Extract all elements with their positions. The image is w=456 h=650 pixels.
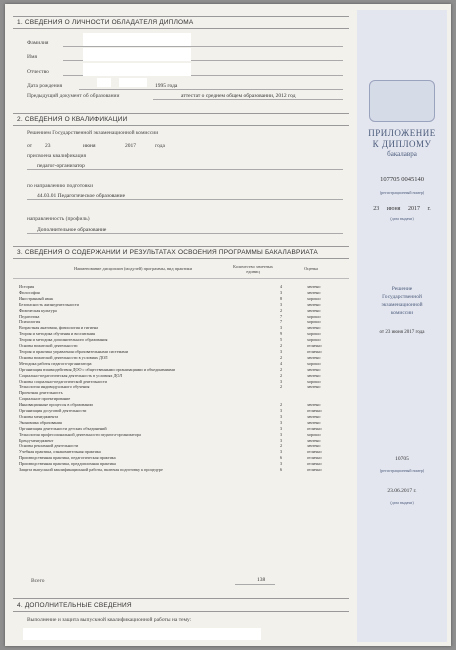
subject-name: Бренд-менеджмент <box>19 437 54 443</box>
subject-units: 3 <box>279 413 283 419</box>
subject-grade: отлично <box>307 449 322 455</box>
total-value: 138 <box>257 577 266 583</box>
commission-line-1: Решение <box>391 286 413 292</box>
commission-line-2: Государственной <box>382 294 422 300</box>
divider <box>13 113 349 114</box>
subject-grade: хорошо <box>307 337 321 343</box>
subject-units: 2 <box>279 384 283 390</box>
commission-date: от 23 июня 2017 года <box>379 330 425 335</box>
subject-name: Основы социально-педагогической деятельности <box>19 378 107 384</box>
subject-units: 7 <box>279 313 283 319</box>
subject-name: Организация досуговой деятельности <box>19 408 87 414</box>
divider <box>13 16 349 17</box>
subject-grade: отлично <box>307 455 322 461</box>
supplement-title-2: К ДИПЛОМУ <box>372 139 432 149</box>
seal-emblem <box>369 80 435 122</box>
col-name-header: Наименование дисциплин (модулей) программы, вид практики <box>73 266 193 271</box>
subject-grade: хорошо <box>307 331 321 337</box>
table-row <box>17 467 345 473</box>
subject-name: Социальное проектирование <box>19 396 71 402</box>
subject-name: Учебная практика, ознакомительная практика <box>19 449 101 455</box>
subject-grade: хорошо <box>307 431 321 437</box>
prev-doc-value: аттестат о среднем общем образовании, 2012 год <box>181 93 296 99</box>
issue-caption: (дата выдачи) <box>390 500 414 505</box>
col-grade-header: Оценка <box>304 266 318 271</box>
subject-units: 3 <box>279 461 283 467</box>
issue-year: 2017 <box>407 206 420 212</box>
subject-grade: хорошо <box>307 313 321 319</box>
subject-name: Иностранный язык <box>19 295 54 301</box>
underline <box>63 46 343 47</box>
underline <box>235 584 275 585</box>
subject-grade: отлично <box>307 348 322 354</box>
prev-doc-label: Предыдущий документ об образовании <box>27 93 120 99</box>
reg-caption: (регистрационный номер) <box>379 468 425 473</box>
divider <box>13 278 349 279</box>
supplement-title-1: ПРИЛОЖЕНИЕ <box>368 128 436 138</box>
subject-units: 6 <box>279 455 283 461</box>
subject-grade: зачтено <box>307 443 321 449</box>
subject-grade: зачтено <box>307 402 321 408</box>
patronymic-label: Отчество <box>27 69 49 75</box>
form-number: 107705 0045140 <box>380 176 424 183</box>
subject-grade: зачтено <box>307 354 321 360</box>
col-units-header: Количество зачетных единиц <box>233 264 273 274</box>
date-prefix: от <box>27 143 33 149</box>
date-caption: (дата выдачи) <box>390 216 414 221</box>
subject-grade: хорошо <box>307 295 321 301</box>
subject-grade: хорошо <box>307 378 321 384</box>
birth-year: 1995 года <box>155 83 178 89</box>
subject-grade: зачтено <box>307 284 321 289</box>
subject-units: 3 <box>279 348 283 354</box>
section1-title: 1. СВЕДЕНИЯ О ЛИЧНОСТИ ОБЛАДАТЕЛЯ ДИПЛОМА <box>17 19 194 26</box>
subject-grade: отлично <box>307 425 322 431</box>
issue-date: 23.06.2017 г. <box>387 488 417 494</box>
underline <box>79 89 343 90</box>
subject-grade: отлично <box>307 467 322 473</box>
subject-name: Проектная деятельность <box>19 390 63 396</box>
underline <box>153 99 343 100</box>
subject-name: Основы менеджмента <box>19 413 59 419</box>
subject-grade: хорошо <box>307 319 321 325</box>
subject-name: История <box>19 284 35 289</box>
subject-grade: отлично <box>307 461 322 467</box>
subject-grade: зачтено <box>307 307 321 313</box>
commission-line-3: экзаменационной <box>381 302 423 308</box>
right-panel <box>357 10 447 642</box>
issue-day: 23 <box>373 206 380 212</box>
subject-name: Философия <box>19 289 40 295</box>
subject-units: 2 <box>279 343 283 349</box>
subject-units: 8 <box>279 295 283 301</box>
subject-name: Технология профессиональной деятельности педагога-организатора <box>19 431 141 437</box>
year-suffix: года <box>155 143 165 149</box>
subject-name: Производственная практика, педагогическая практика <box>19 455 116 461</box>
redacted-surname <box>83 33 191 46</box>
subject-name: Производственная практика, преддипломная практика <box>19 461 116 467</box>
subject-units: 6 <box>279 467 283 473</box>
redacted-birth-month <box>119 78 147 87</box>
subject-units: 5 <box>279 337 283 343</box>
supplement-title-3: бакалавра <box>387 150 417 158</box>
subject-units: 3 <box>279 289 283 295</box>
subject-units: 7 <box>279 319 283 325</box>
subject-grade: отлично <box>307 343 322 349</box>
subject-units: 4 <box>279 284 283 289</box>
diploma-supplement-page <box>5 4 451 646</box>
subject-grade: зачтено <box>307 437 321 443</box>
subject-units: 2 <box>279 366 283 372</box>
subject-units: 3 <box>279 431 283 437</box>
decision-text: Решением Государственной экзаменационной комиссии <box>27 130 159 136</box>
subject-name: Теория и методика обучения и воспитания <box>19 331 95 337</box>
issue-date-words <box>357 206 447 212</box>
redacted-thesis-topic <box>23 628 261 640</box>
reg-number: 10705 <box>395 456 409 462</box>
subject-units: 3 <box>279 378 283 384</box>
section4-title: 4. ДОПОЛНИТЕЛЬНЫЕ СВЕДЕНИЯ <box>17 602 132 609</box>
subject-name: Защита выпускной квалификационной работы, включая подготовку к процедуре <box>19 467 163 473</box>
issue-month: июня <box>386 206 401 212</box>
divider <box>13 258 349 259</box>
subject-grade: отлично <box>307 408 322 414</box>
subject-units: 3 <box>279 449 283 455</box>
subject-name: Физическая культура <box>19 307 57 313</box>
subject-grade: зачтено <box>307 325 321 331</box>
subject-name: Возрастная анатомия, физиология и гигиена <box>19 325 98 331</box>
subject-units: 2 <box>279 354 283 360</box>
subject-units: 3 <box>279 437 283 443</box>
subject-grade: зачтено <box>307 366 321 372</box>
subject-name: Педагогика <box>19 313 40 319</box>
subject-name: Основы вожатской деятельности в условиях ДОЛ <box>19 354 108 360</box>
section2-title: 2. СВЕДЕНИЯ О КВАЛИФИКАЦИИ <box>17 116 128 123</box>
subject-name: Психология <box>19 319 41 325</box>
subject-units: 2 <box>279 372 283 378</box>
subject-name: Теория и практика управления образовательными системами <box>19 348 128 354</box>
subject-name: Безопасность жизнедеятельности <box>19 301 79 307</box>
issue-year-suffix: г. <box>427 206 431 212</box>
number-caption: (регистрационный номер) <box>379 190 425 195</box>
subject-name: Теория и методика дополнительного образования <box>19 337 108 343</box>
subject-grade: зачтено <box>307 384 321 390</box>
underline <box>27 199 343 200</box>
name-label: Имя <box>27 54 37 60</box>
section3-title: 3. СВЕДЕНИЯ О СОДЕРЖАНИИ И РЕЗУЛЬТАТАХ ОСВОЕНИЯ ПРОГРАММЫ БАКАЛАВРИАТА <box>17 249 318 256</box>
subject-name: Организация деятельности детских объединений <box>19 425 107 431</box>
divider <box>13 611 349 612</box>
subject-name: Инновационные процессы в образовании <box>19 402 93 408</box>
decision-day: 23 <box>45 143 51 149</box>
subject-units: 9 <box>279 331 283 337</box>
subject-grade: зачтено <box>307 372 321 378</box>
underline <box>27 233 343 234</box>
subjects-table <box>17 284 345 473</box>
decision-year: 2017 <box>125 143 136 149</box>
subject-name: Организация взаимодействия ДОО с общественными организациями и объединениями <box>19 366 175 372</box>
direction-label: по направлению подготовки <box>27 183 94 189</box>
subject-name: Экономика образования <box>19 419 62 425</box>
underline <box>27 169 343 170</box>
divider <box>13 598 349 599</box>
profile-value: Дополнительное образование <box>37 227 107 233</box>
subject-name: Методика работы педагога-организатора <box>19 360 92 366</box>
subject-units: 3 <box>279 408 283 414</box>
direction-value: 44.03.01 Педагогическое образование <box>37 193 126 199</box>
qual-value: педагог-организатор <box>37 163 85 169</box>
subject-grade: зачтено <box>307 413 321 419</box>
commission-line-4: комиссии <box>390 310 414 316</box>
subject-units: 4 <box>279 360 283 366</box>
subject-units: 3 <box>279 325 283 331</box>
subject-grade: зачтено <box>307 419 321 425</box>
divider <box>13 125 349 126</box>
thesis-label: Выполнение и защита выпускной квалификационной работы на тему: <box>27 617 192 623</box>
subject-name: Социально-педагогическая деятельность в условиях ДОЛ <box>19 372 123 378</box>
surname-label: Фамилия <box>27 40 49 46</box>
total-label: Всего <box>31 578 45 584</box>
subject-units: 2 <box>279 307 283 313</box>
subject-units: 3 <box>279 425 283 431</box>
subject-units: 2 <box>279 443 283 449</box>
divider <box>13 246 349 247</box>
qual-label: присвоена квалификация <box>27 153 86 159</box>
subject-name: Технология индивидуального обучения <box>19 384 90 390</box>
subject-units: 2 <box>279 402 283 408</box>
redacted-name <box>83 48 191 61</box>
subject-name: Основы рекламной деятельности <box>19 443 79 449</box>
subject-grade: зачтено <box>307 289 321 295</box>
subject-name: Основы вожатской деятельности <box>19 343 78 349</box>
profile-label: направленность (профиль) <box>27 216 90 222</box>
subject-units: 3 <box>279 419 283 425</box>
subject-grade: хорошо <box>307 360 321 366</box>
redacted-birth-day <box>97 78 111 87</box>
decision-month: июня <box>83 143 96 149</box>
redacted-patronymic <box>83 63 191 76</box>
subject-grade: зачтено <box>307 301 321 307</box>
birth-label: Дата рождения <box>27 83 63 89</box>
divider <box>13 28 349 29</box>
subject-units: 3 <box>279 301 283 307</box>
